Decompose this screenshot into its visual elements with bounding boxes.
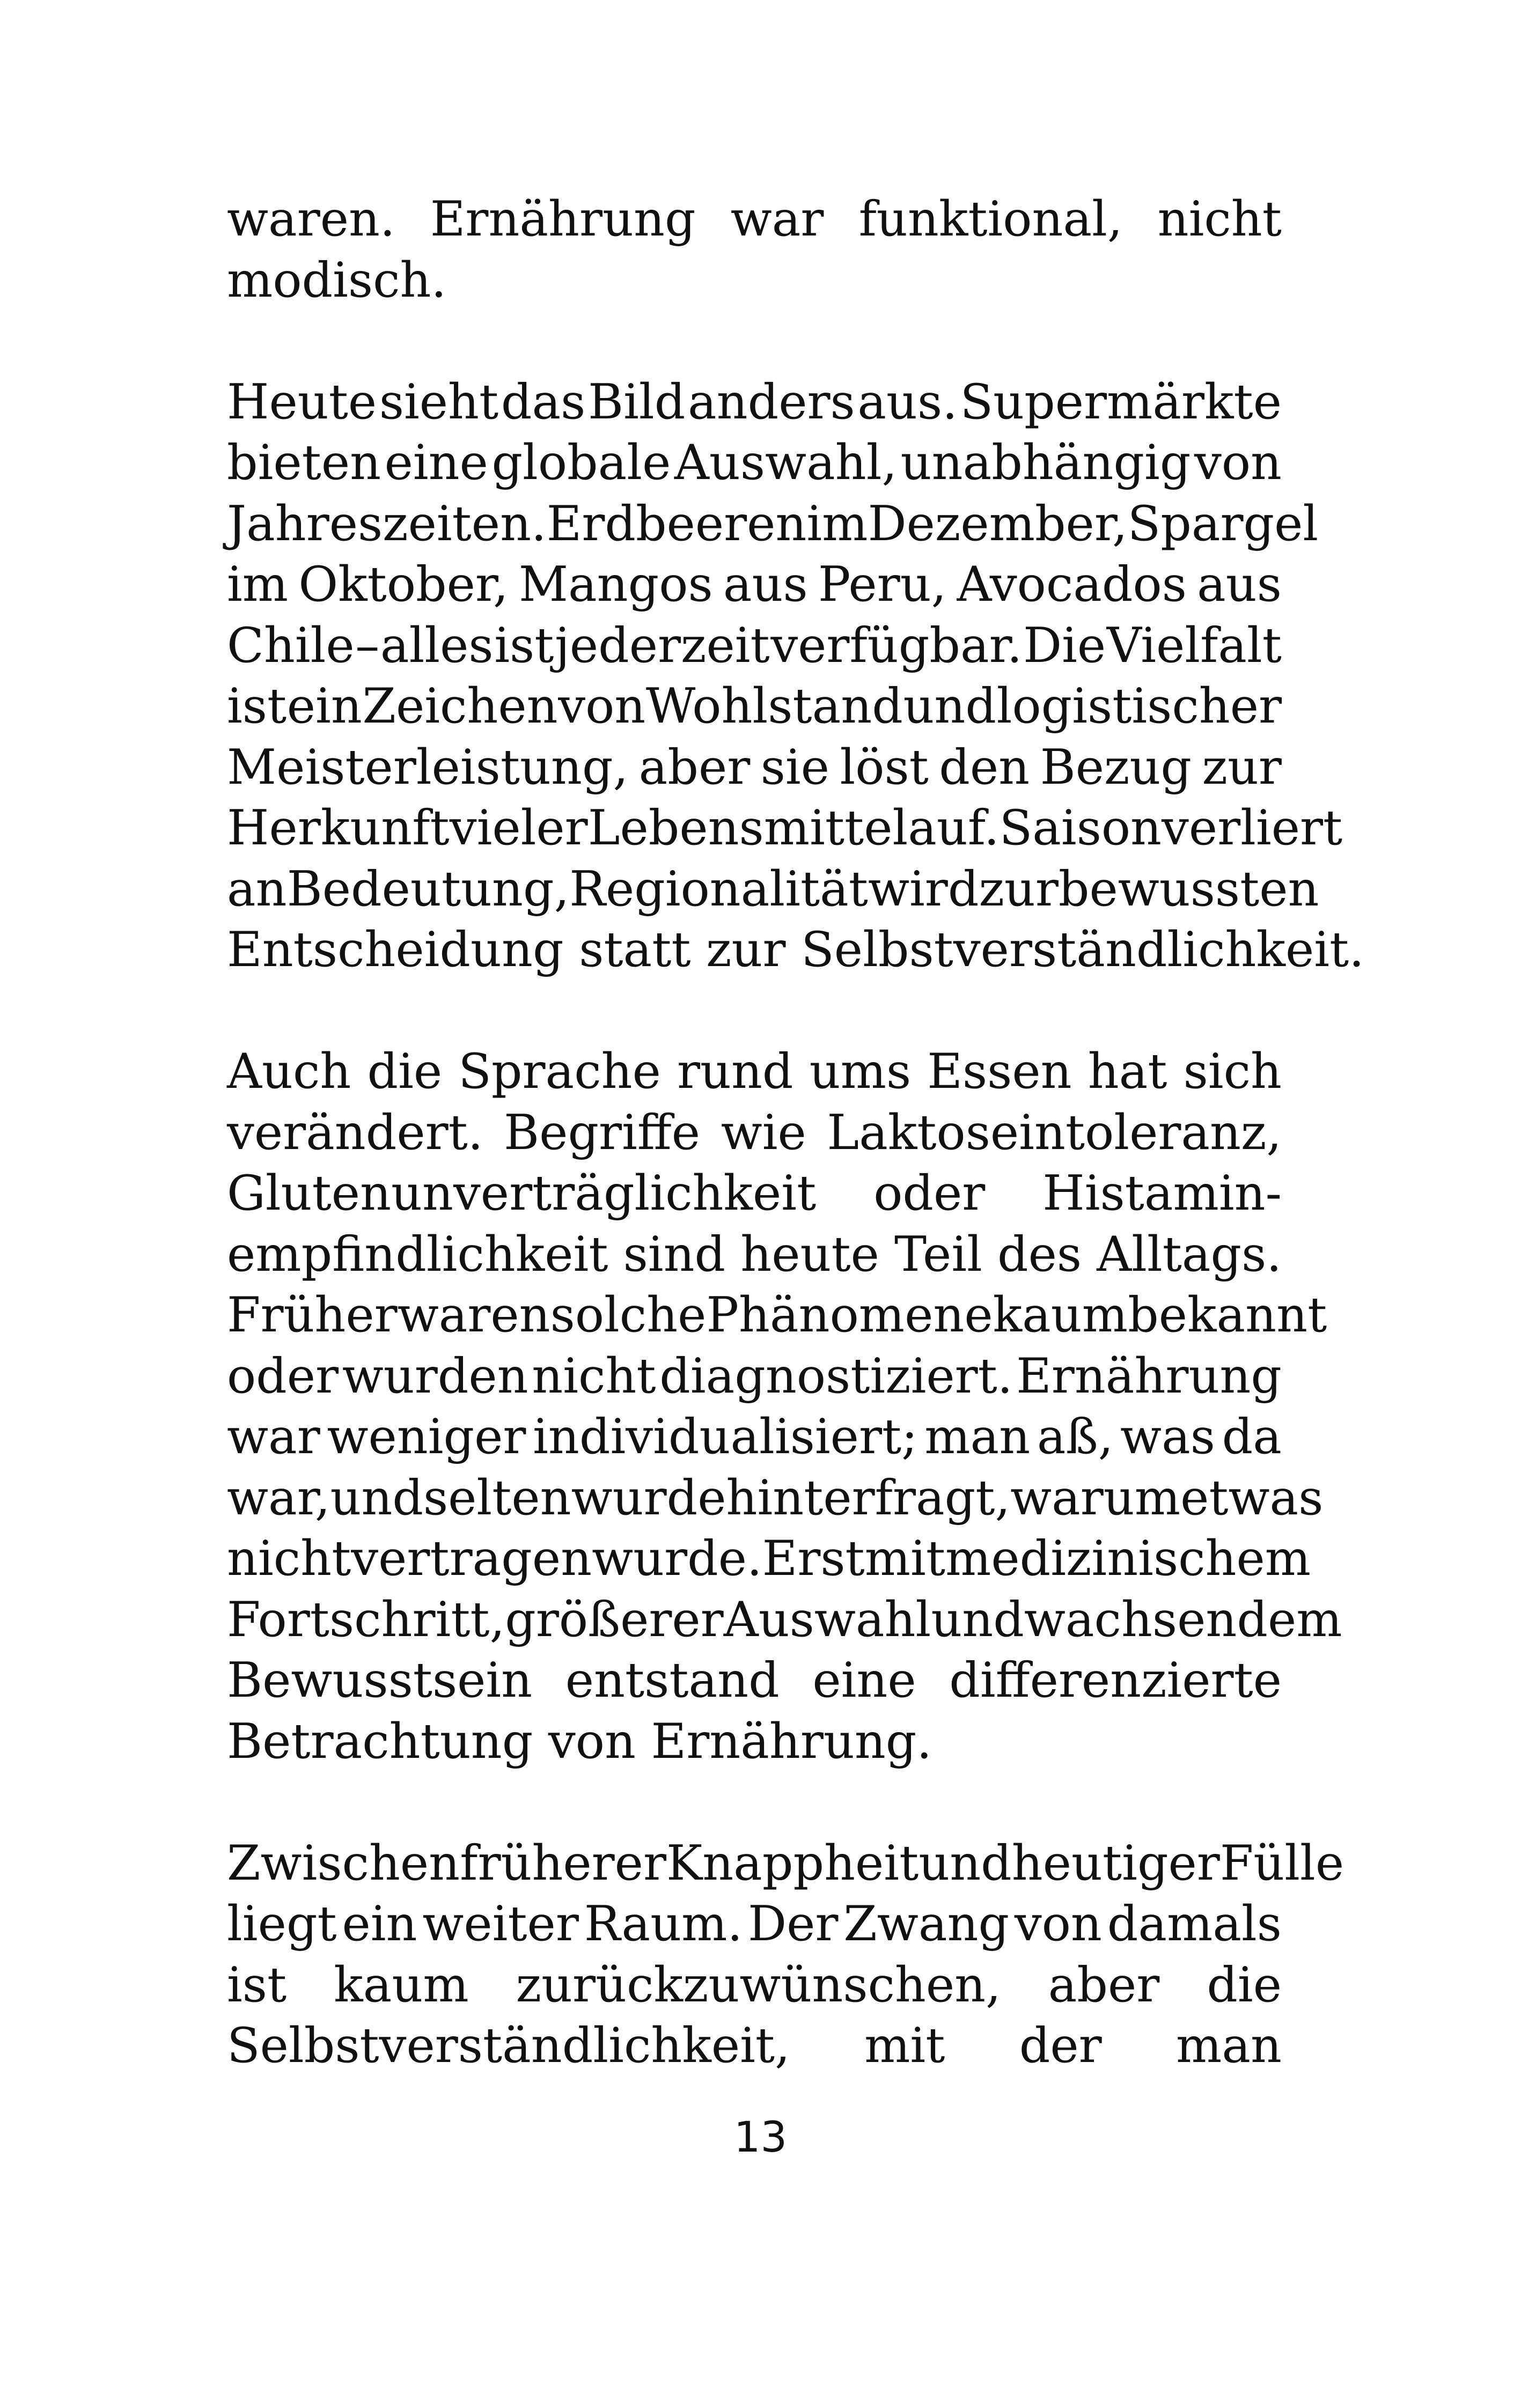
text-line: Selbstverständlichkeit, mit der man (227, 2017, 1282, 2074)
text-line: empfindlichkeit sind heute Teil des Alltags. (227, 1226, 1282, 1283)
paragraph (227, 372, 1364, 981)
text-line: Chile – alles ist jederzeit verfügbar. Die Vielfalt (227, 617, 1282, 674)
text-line: nicht vertragen wurde. Erst mit medizinischem (227, 1530, 1311, 1587)
page-number: 13 (733, 2114, 788, 2162)
body-text (227, 189, 1364, 2137)
text-line: Herkunft vieler Lebensmittel auf. Saison verliert (227, 800, 1343, 856)
text-line: oder wurden nicht diagnostiziert. Ernährung (227, 1347, 1282, 1404)
paragraph (227, 1041, 1342, 1772)
paragraph (227, 1833, 1344, 2076)
text-line: Früher waren solche Phänomene kaum bekannt (227, 1287, 1327, 1343)
text-line: Entscheidung statt zur Selbstverständlichkeit. (227, 922, 1364, 978)
text-line: Fortschritt, größerer Auswahl und wachsendem (227, 1591, 1342, 1648)
text-line: liegt ein weiter Raum. Der Zwang von damals (227, 1896, 1282, 1952)
text-line: ist ein Zeichen von Wohlstand und logistischer (227, 678, 1282, 734)
text-line: Meisterleistung, aber sie löst den Bezug zur (227, 739, 1282, 796)
text-line: war weniger individualisiert; man aß, was da (227, 1409, 1282, 1465)
text-line: Glutenunverträglichkeit oder Histamin- (227, 1165, 1282, 1221)
text-line: waren. Ernährung war funktional, nicht (227, 191, 1282, 247)
text-line: bieten eine globale Auswahl, unabhängig von (227, 435, 1282, 491)
text-line: Bewusstsein entstand eine differenzierte (227, 1652, 1282, 1709)
text-line: modisch. (227, 252, 447, 308)
text-line: Jahreszeiten. Erdbeeren im Dezember, Spargel (227, 495, 1319, 552)
text-line: Auch die Sprache rund ums Essen hat sich (227, 1043, 1282, 1100)
paragraph (227, 189, 1282, 311)
text-line: verändert. Begriffe wie Laktoseintoleranz, (227, 1104, 1282, 1161)
text-line: war, und selten wurde hinterfragt, warum etwas (227, 1469, 1324, 1526)
text-line: Zwischen früherer Knappheit und heutiger Fülle (227, 1835, 1344, 1891)
text-line: Heute sieht das Bild anders aus. Supermärkte (227, 373, 1282, 430)
text-line: an Bedeutung, Regionalität wird zur bewussten (227, 860, 1319, 917)
text-line: Betrachtung von Ernährung. (227, 1713, 932, 1770)
text-line: im Oktober, Mangos aus Peru, Avocados aus (227, 556, 1282, 613)
text-line: ist kaum zurückzuwünschen, aber die (227, 1956, 1282, 2013)
